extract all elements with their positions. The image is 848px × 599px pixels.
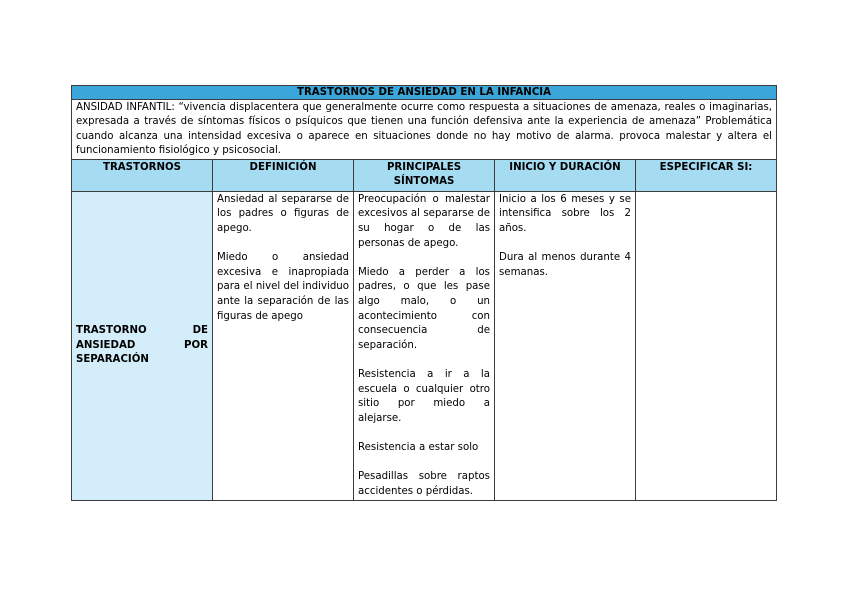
anxiety-disorders-table: [71, 85, 777, 501]
symptoms-cell: [354, 191, 495, 500]
header-sintomas: PRINCIPALES SÍNTOMAS: [354, 159, 495, 191]
symptom-item: Preocupación o malestar excesivos al separarse de su hogar o de las personas de apego.: [358, 193, 490, 249]
table-row: [72, 191, 777, 500]
header-inicio-duracion: INICIO Y DURACIÓN: [495, 159, 636, 191]
duration-paragraph: Dura al menos durante 4 semanas.: [499, 252, 631, 278]
header-definicion: DEFINICIÓN: [213, 159, 354, 191]
definition-paragraph: Ansiedad al separarse de los padres o figuras de apego.: [217, 193, 349, 234]
disorder-name: TRASTORNO DE ANSIEDAD POR SEPARACIÓN: [72, 191, 213, 500]
onset-duration-cell: [495, 191, 636, 500]
intro-row: [72, 100, 777, 160]
table-title: TRASTORNOS DE ANSIEDAD EN LA INFANCIA: [72, 86, 777, 100]
definition-paragraph: Miedo o ansiedad excesiva e inapropiada para el nivel del individuo ante la separación de las figuras de apego: [217, 252, 349, 322]
symptom-item: Pesadillas sobre raptos accidentes o pérdidas.: [358, 471, 490, 497]
header-trastornos: TRASTORNOS: [72, 159, 213, 191]
specify-cell: [636, 191, 777, 500]
intro-paragraph: ANSIDAD INFANTIL: “vivencia displacentera que generalmente ocurre como respuesta a situaciones de amenaza, reales o imaginarias, expresada a través de síntomas físicos o psíquicos que tienen una función defensiva ante la experiencia de amenaza” Problemática cuando alcanza una intensidad excesiva o aparece en situaciones donde no hay motivo de alarma. provoca malestar y altera el funcionamiento fisiológico y psicosocial.: [72, 100, 777, 160]
symptom-item: Resistencia a ir a la escuela o cualquier otro sitio por miedo a alejarse.: [358, 368, 490, 424]
symptom-item: Resistencia a estar solo: [358, 441, 479, 453]
header-especificar: ESPECIFICAR SI:: [636, 159, 777, 191]
symptom-item: Miedo a perder a los padres, o que les pase algo malo, o un acontecimiento con consecuencia de separación.: [358, 266, 490, 351]
onset-paragraph: Inicio a los 6 meses y se intensifica sobre los 2 años.: [499, 193, 631, 234]
definition-cell: [213, 191, 354, 500]
title-row: [72, 86, 777, 100]
header-row: [72, 159, 777, 191]
